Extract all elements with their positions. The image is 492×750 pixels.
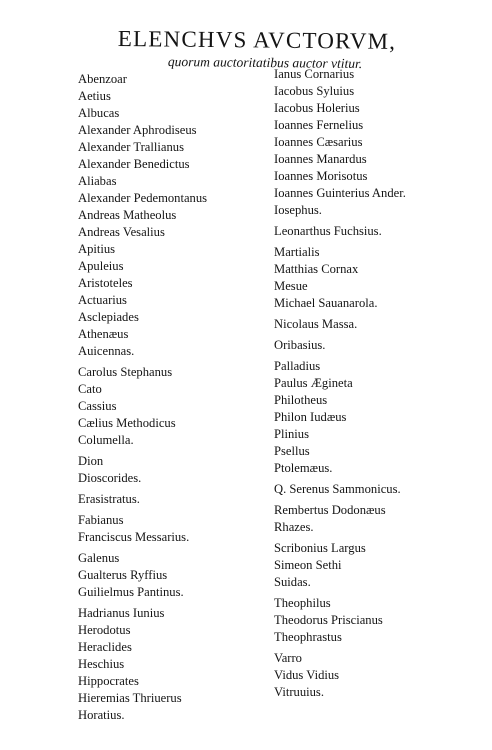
author-entry: Columella. (78, 433, 134, 447)
author-entry: Ioannes Manardus (274, 152, 367, 166)
author-entry: Hieremias Thriuerus (78, 691, 182, 705)
author-entry: Actuarius (78, 293, 127, 307)
author-entry: Albucas (78, 106, 120, 120)
author-entry: Psellus (274, 444, 310, 458)
author-entry: Paulus Ægineta (274, 376, 353, 390)
author-entry: Andreas Matheolus (78, 208, 177, 222)
author-entry: Galenus (78, 551, 120, 565)
author-entry: Heraclides (78, 640, 132, 654)
author-entry: Theophilus (274, 596, 331, 610)
author-entry: Apitius (78, 242, 116, 256)
author-entry: Nicolaus Massa. (274, 317, 358, 331)
author-entry: Ioannes Fernelius (274, 118, 364, 132)
author-entry: Cælius Methodicus (78, 416, 176, 430)
author-entry: Auicennas. (78, 344, 135, 358)
author-entry: Rhazes. (274, 520, 314, 534)
author-entry: Alexander Aphrodiseus (78, 123, 197, 137)
author-entry: Theophrastus (274, 630, 342, 644)
author-entry: Scribonius Largus (274, 541, 366, 555)
author-entry: Hippocrates (78, 674, 139, 688)
author-entry: Plinius (274, 427, 309, 441)
author-entry: Philon Iudæus (274, 410, 347, 424)
author-entry: Theodorus Priscianus (274, 613, 383, 627)
author-entry: Ioannes Guinterius Ander. (274, 186, 406, 200)
author-entry: Q. Serenus Sammonicus. (274, 482, 401, 496)
author-entry: Alexander Trallianus (78, 140, 184, 154)
author-entry: Guilielmus Pantinus. (78, 585, 184, 599)
author-entry: Ptolemæus. (274, 461, 333, 475)
author-entry: Dion (78, 454, 104, 468)
author-entry: Abenzoar (78, 72, 127, 86)
author-entry: Vitruuius. (274, 685, 324, 699)
author-entry: Erasistratus. (78, 492, 140, 506)
author-entry: Aliabas (78, 174, 117, 188)
author-entry: Palladius (274, 359, 321, 373)
author-entry: Mesue (274, 279, 308, 293)
author-entry: Ioannes Morisotus (274, 169, 368, 183)
author-entry: Alexander Pedemontanus (78, 191, 208, 205)
author-entry: Andreas Vesalius (78, 225, 165, 239)
author-entry: Herodotus (78, 623, 131, 637)
author-entry: Dioscorides. (78, 471, 142, 485)
author-entry: Matthias Cornax (274, 262, 359, 276)
author-entry: Cato (78, 382, 102, 396)
author-entry: Oribasius. (274, 338, 326, 352)
author-entry: Franciscus Messarius. (78, 530, 190, 544)
author-entry: Aristoteles (78, 276, 133, 290)
author-entry: Michael Sauanarola. (274, 296, 378, 310)
author-entry: Heschius (78, 657, 125, 671)
author-entry: Ianus Cornarius (274, 67, 355, 81)
author-entry: Leonarthus Fuchsius. (274, 224, 382, 238)
page-subtitle: quorum auctoritatibus auctor vtitur. (167, 54, 363, 72)
author-entry: Hadrianus Iunius (78, 606, 165, 620)
author-entry: Aetius (78, 89, 111, 103)
author-entry: Iosephus. (274, 203, 322, 217)
author-entry: Rembertus Dodonæus (274, 503, 386, 517)
author-entry: Iacobus Holerius (274, 101, 360, 115)
author-entry: Athenæus (78, 327, 129, 341)
author-entry: Simeon Sethi (274, 558, 342, 572)
author-entry: Philotheus (274, 393, 328, 407)
page-title: ELENCHVS AVCTORVM, (117, 26, 397, 54)
author-entry: Ioannes Cæsarius (274, 135, 363, 149)
author-entry: Varro (274, 651, 302, 665)
author-entry: Iacobus Syluius (274, 84, 355, 98)
author-entry: Apuleius (78, 259, 124, 273)
author-entry: Horatius. (78, 708, 125, 722)
author-entry: Suidas. (274, 575, 311, 589)
author-entry: Alexander Benedictus (78, 157, 190, 171)
author-entry: Vidus Vidius (274, 668, 340, 682)
author-entry: Fabianus (78, 513, 124, 527)
author-entry: Gualterus Ryffius (78, 568, 168, 582)
author-entry: Cassius (78, 399, 117, 413)
author-entry: Carolus Stephanus (78, 365, 173, 379)
author-entry: Martialis (274, 245, 320, 259)
author-entry: Asclepiades (78, 310, 139, 324)
